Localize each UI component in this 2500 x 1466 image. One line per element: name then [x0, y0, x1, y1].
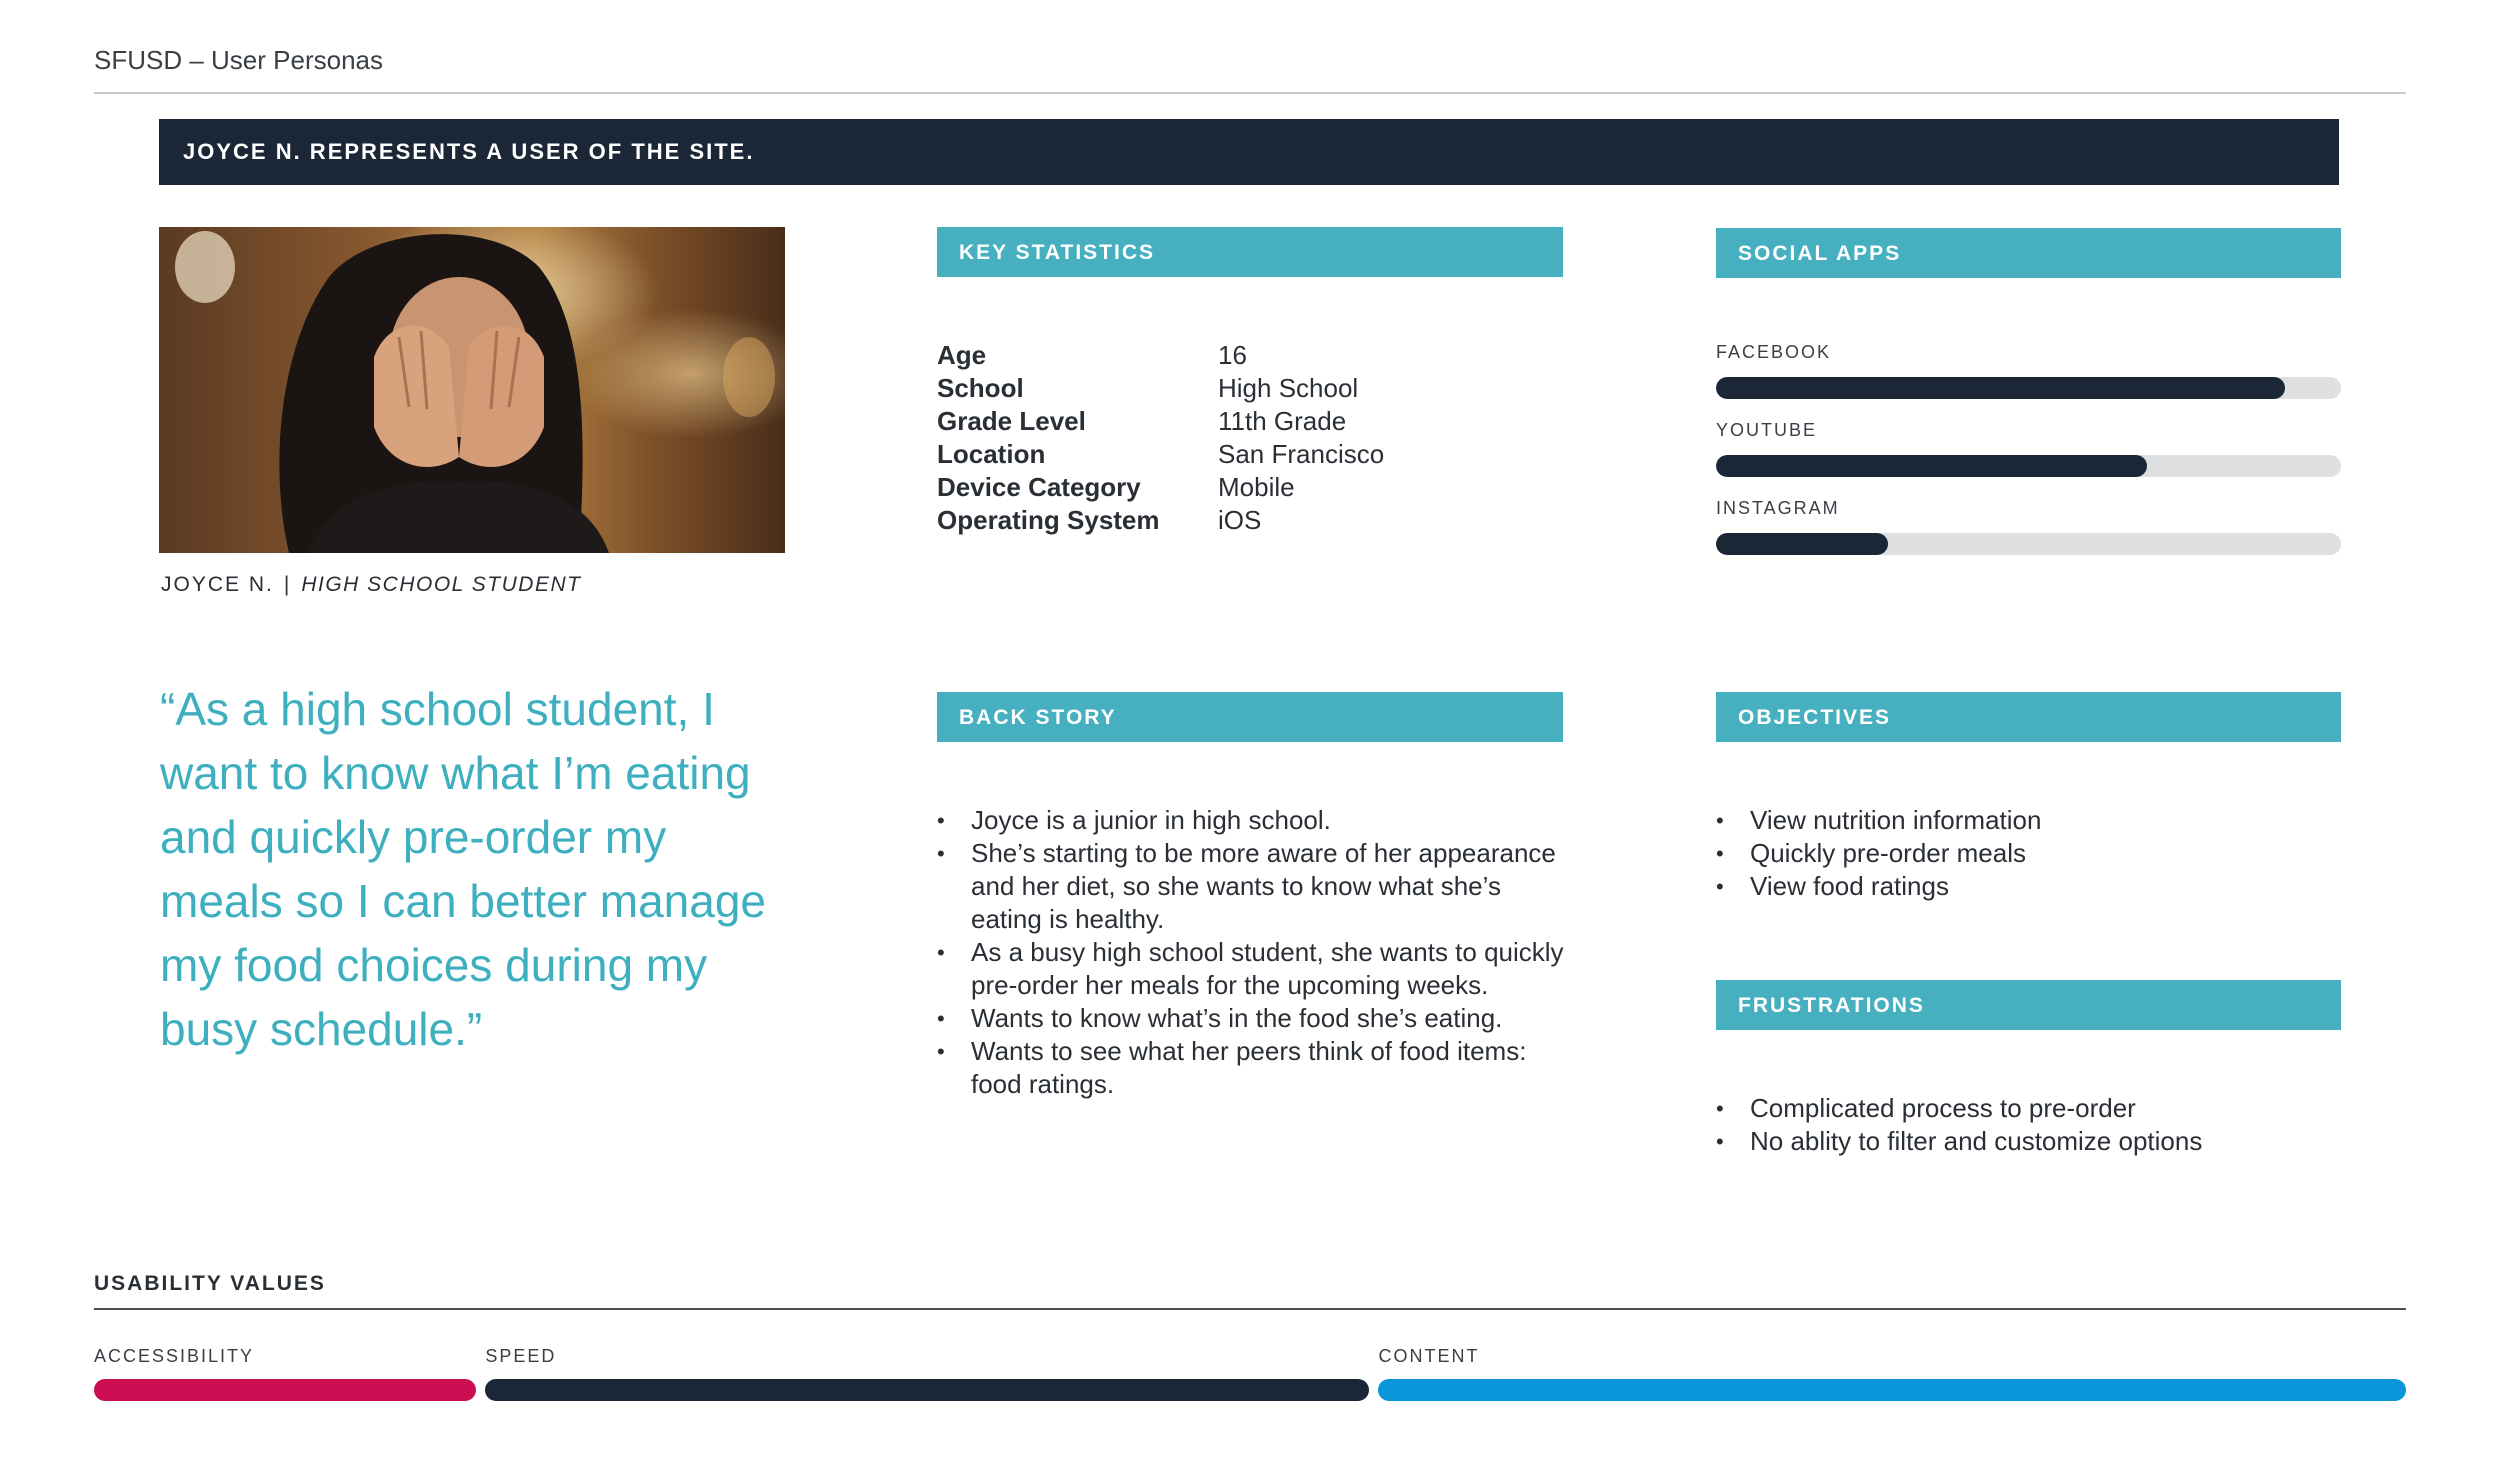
usability-label-accessibility: ACCESSIBILITY [94, 1346, 255, 1366]
list-item: • View food ratings [1716, 870, 2341, 903]
stat-label: Location [937, 439, 1046, 469]
app-track-youtube [1716, 455, 2341, 477]
list-item: • No ablity to filter and customize options [1716, 1125, 2341, 1158]
usability-title: USABILITY VALUES [94, 1272, 326, 1295]
objectives-header [1716, 692, 2341, 742]
back-story-header [937, 692, 1563, 742]
header-divider [94, 92, 2406, 94]
usability-label-content: CONTENT [1378, 1346, 1480, 1366]
usability-divider [94, 1308, 2406, 1310]
stat-value: iOS [1218, 505, 1262, 535]
list-item: • View nutrition information [1716, 804, 2341, 837]
app-label-instagram: INSTAGRAM [1716, 498, 1840, 518]
stat-label: Grade Level [937, 406, 1086, 436]
frustrations-list [1716, 1092, 2341, 1158]
stat-value: 16 [1218, 340, 1247, 370]
persona-banner [159, 119, 2339, 185]
persona-role: HIGH SCHOOL STUDENT [301, 573, 582, 596]
social-apps-title: SOCIAL APPS [1738, 242, 1902, 265]
stat-value: 11th Grade [1218, 406, 1347, 436]
stat-label: School [937, 373, 1024, 403]
objectives-list [1716, 804, 2341, 903]
list-item: • She’s starting to be more aware of her appearance and her diet, so she wants to know what she’s eating is healthy. [937, 837, 1577, 936]
frustrations-header [1716, 980, 2341, 1030]
persona-photo [159, 227, 785, 553]
usability-bar-content [1378, 1379, 2406, 1401]
list-item: • Wants to see what her peers think of food items: food ratings. [937, 1035, 1577, 1101]
list-item: • Joyce is a junior in high school. [937, 804, 1577, 837]
usability-bar-speed [485, 1379, 1369, 1401]
list-item: • Complicated process to pre-order [1716, 1092, 2341, 1125]
banner-text: JOYCE N. REPRESENTS A USER OF THE SITE. [183, 139, 755, 164]
app-bar-facebook [1716, 377, 2285, 399]
objectives-title: OBJECTIVES [1738, 706, 1892, 729]
stat-value: Mobile [1218, 472, 1295, 502]
stat-label: Operating System [937, 505, 1160, 535]
list-item: • Wants to know what’s in the food she’s eating. [937, 1002, 1577, 1035]
frustrations-title: FRUSTRATIONS [1738, 994, 1925, 1017]
key-statistics-title: KEY STATISTICS [959, 241, 1156, 264]
usability-bar-accessibility [94, 1379, 476, 1401]
app-track-facebook [1716, 377, 2341, 399]
page-title: SFUSD – User Personas [94, 45, 383, 75]
app-bar-instagram [1716, 533, 1888, 555]
app-label-youtube: YOUTUBE [1716, 420, 1818, 440]
stat-value: High School [1218, 373, 1359, 403]
stat-label: Age [937, 340, 987, 370]
usability-label-speed: SPEED [485, 1346, 557, 1366]
list-item: • Quickly pre-order meals [1716, 837, 2341, 870]
stat-label: Device Category [937, 472, 1141, 502]
persona-quote: “As a high school student, I want to know what I’m eating and quickly pre-order my meals so I can better manage my food choices during my busy schedule.” [160, 683, 766, 1055]
persona-photo-image [159, 227, 785, 553]
persona-caption [161, 573, 581, 597]
back-story-list [937, 804, 1577, 1101]
list-item: • As a busy high school student, she wants to quickly pre-order her meals for the upcoming weeks. [937, 936, 1577, 1002]
app-track-instagram [1716, 533, 2341, 555]
stat-value: San Francisco [1218, 439, 1385, 469]
persona-name: JOYCE N. [161, 573, 274, 596]
caption-separator: | [283, 573, 292, 596]
key-statistics-header [937, 227, 1563, 277]
app-bar-youtube [1716, 455, 2147, 477]
back-story-title: BACK STORY [959, 706, 1117, 729]
social-apps-header [1716, 228, 2341, 278]
app-label-facebook: FACEBOOK [1716, 342, 1832, 362]
